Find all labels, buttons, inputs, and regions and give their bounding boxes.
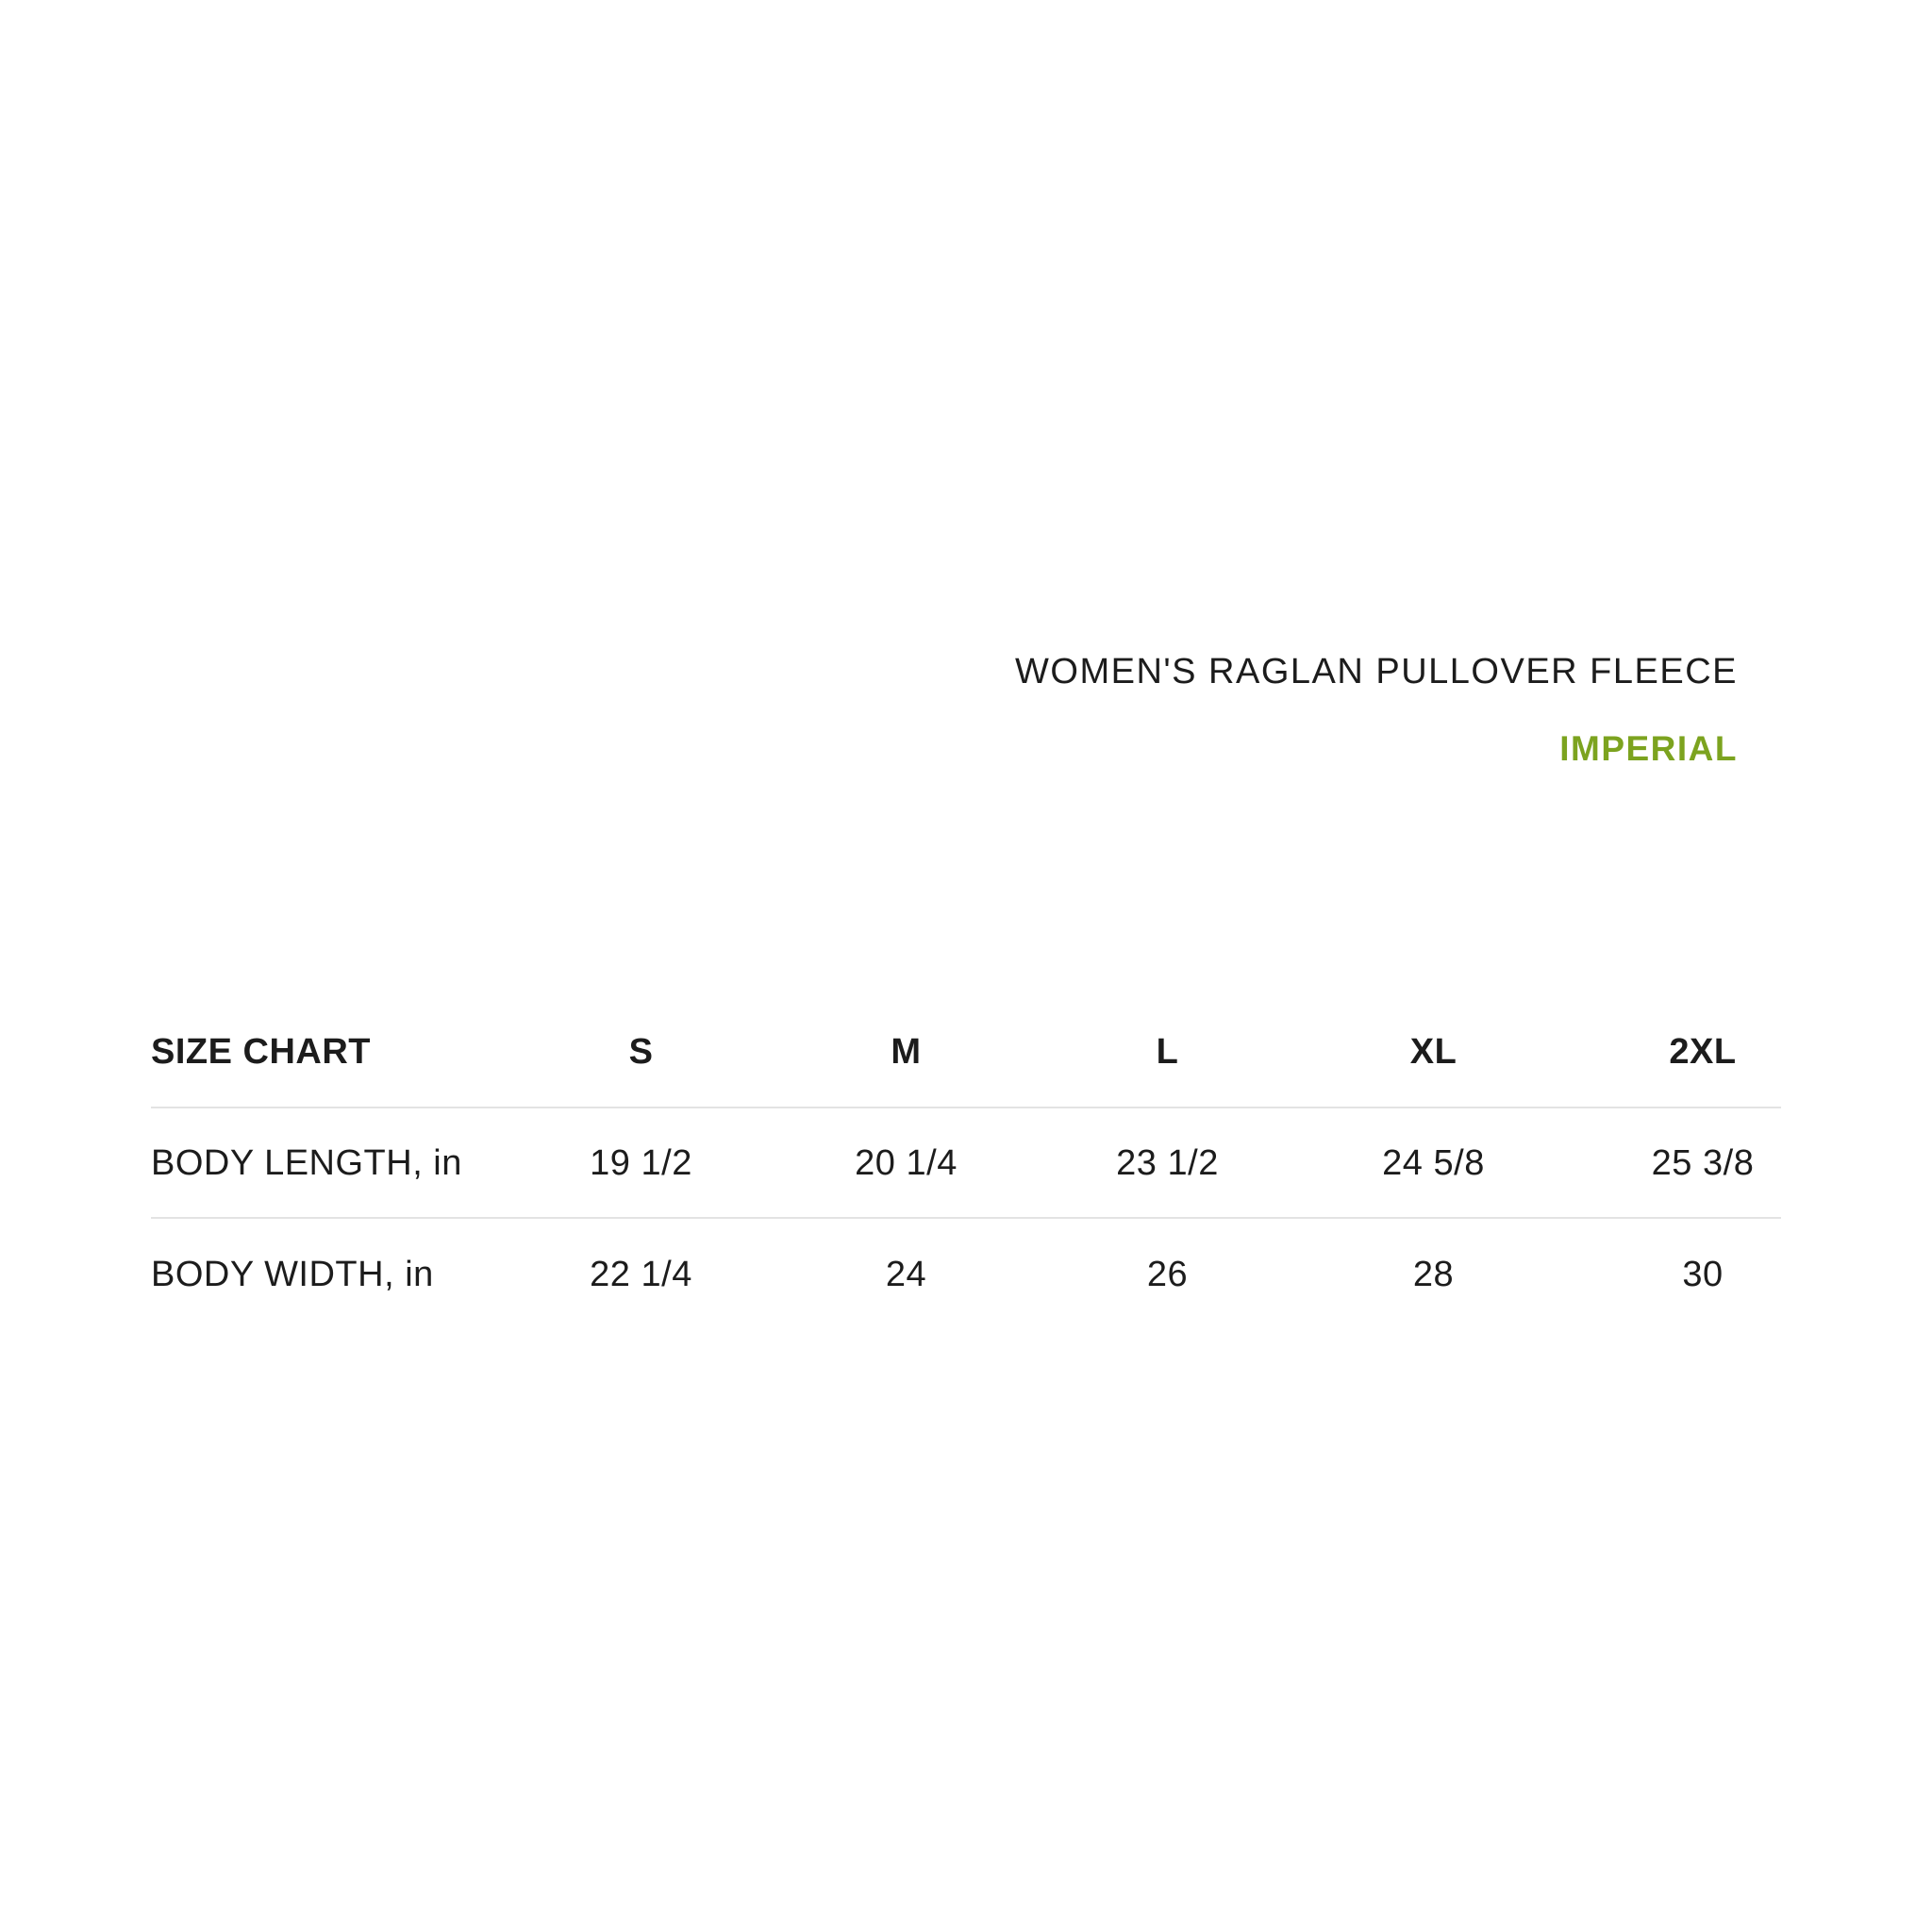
row-divider-top: [151, 1107, 1781, 1108]
size-col-header-m: M: [891, 1031, 922, 1072]
size-col-header-2xl: 2XL: [1669, 1031, 1737, 1072]
body-length-value-l: 23 1/2: [1116, 1142, 1219, 1183]
product-title: WOMEN'S RAGLAN PULLOVER FLEECE: [1015, 652, 1738, 691]
body-width-value-s: 22 1/4: [590, 1254, 692, 1294]
row-divider-bottom: [151, 1217, 1781, 1219]
body-length-value-2xl: 25 3/8: [1651, 1142, 1755, 1183]
size-chart-table: [151, 996, 1837, 1330]
body-width-value-m: 24: [885, 1254, 927, 1294]
row-label-body-length: BODY LENGTH, in: [151, 1142, 462, 1183]
body-length-value-xl: 24 5/8: [1382, 1142, 1485, 1183]
header-block: [1015, 654, 1738, 767]
body-width-value-2xl: 30: [1682, 1254, 1724, 1294]
row-label-body-width: BODY WIDTH, in: [151, 1254, 434, 1294]
body-length-value-m: 20 1/4: [855, 1142, 958, 1183]
size-col-header-l: L: [1156, 1031, 1179, 1072]
body-length-value-s: 19 1/2: [590, 1142, 692, 1183]
body-width-value-l: 26: [1146, 1254, 1189, 1294]
size-col-header-xl: XL: [1409, 1031, 1457, 1072]
size-col-header-s: S: [628, 1031, 654, 1072]
size-chart-title: SIZE CHART: [151, 1031, 371, 1072]
body-width-value-xl: 28: [1412, 1254, 1455, 1294]
unit-system-label: IMPERIAL: [1559, 729, 1738, 768]
